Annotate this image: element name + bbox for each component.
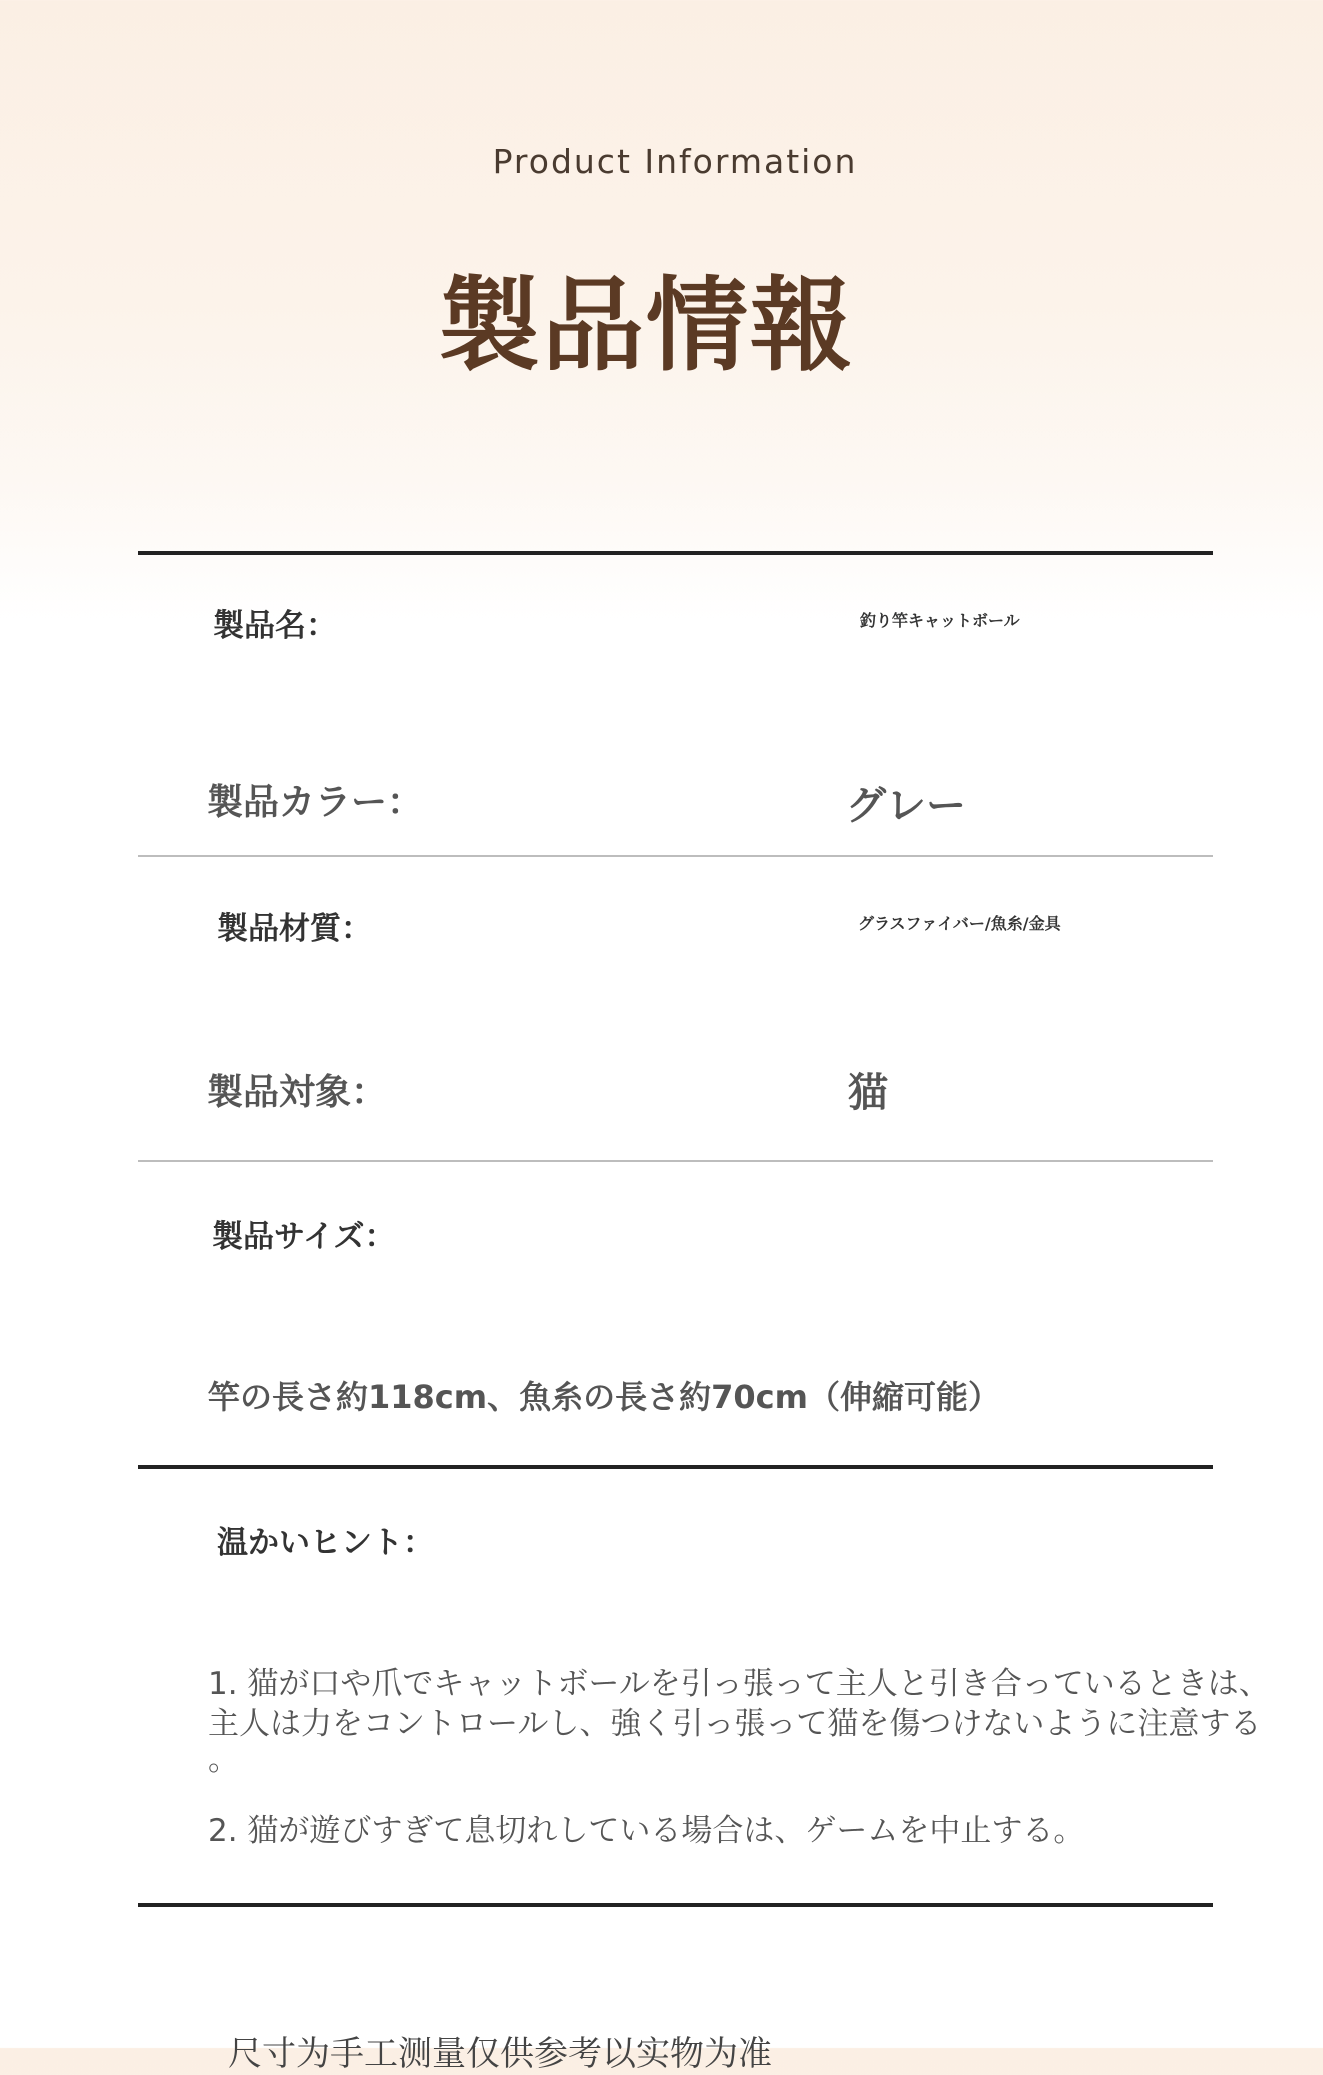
divider-top (138, 551, 1213, 555)
tips-label: 温かいヒント： (217, 1525, 434, 1561)
page-title: 製品情報 (438, 267, 854, 386)
product-target-label: 製品対象： (207, 1072, 388, 1113)
tip-1-line-2: 主人は力をコントロールし、強く引っ張って猫を傷つけないように注意する (208, 1706, 1262, 1742)
tip-1-line-1: 1. 猫が口や爪でキャットボールを引っ張って主人と引き合っているときは、 (208, 1666, 1270, 1702)
product-color-label: 製品カラー： (207, 782, 424, 823)
product-material-label: 製品材質： (217, 911, 372, 947)
tip-2: 2. 猫が遊びすぎて息切れしている場合は、ゲームを中止する。 (208, 1813, 1085, 1849)
divider-color (138, 855, 1213, 857)
product-color-value: グレー (846, 783, 966, 829)
english-title: Product Information (492, 142, 858, 181)
divider-tips (138, 1903, 1213, 1907)
product-size-value: 竿の長さ約118cm、魚糸の長さ約70cm（伸縮可能） (208, 1378, 1000, 1416)
product-name-value: 釣り竿キャットボール (860, 611, 1020, 630)
product-target-value: 猫 (848, 1070, 888, 1116)
footer-note: 尺寸为手工测量仅供参考以实物为准 (228, 2034, 772, 2074)
product-size-label: 製品サイズ： (212, 1219, 396, 1255)
tip-1-line-3: 。 (208, 1742, 239, 1778)
divider-size (138, 1465, 1213, 1469)
product-material-value: グラスファイバー/魚糸/金具 (858, 914, 1061, 933)
product-name-label: 製品名： (213, 608, 337, 644)
divider-target (138, 1160, 1213, 1162)
